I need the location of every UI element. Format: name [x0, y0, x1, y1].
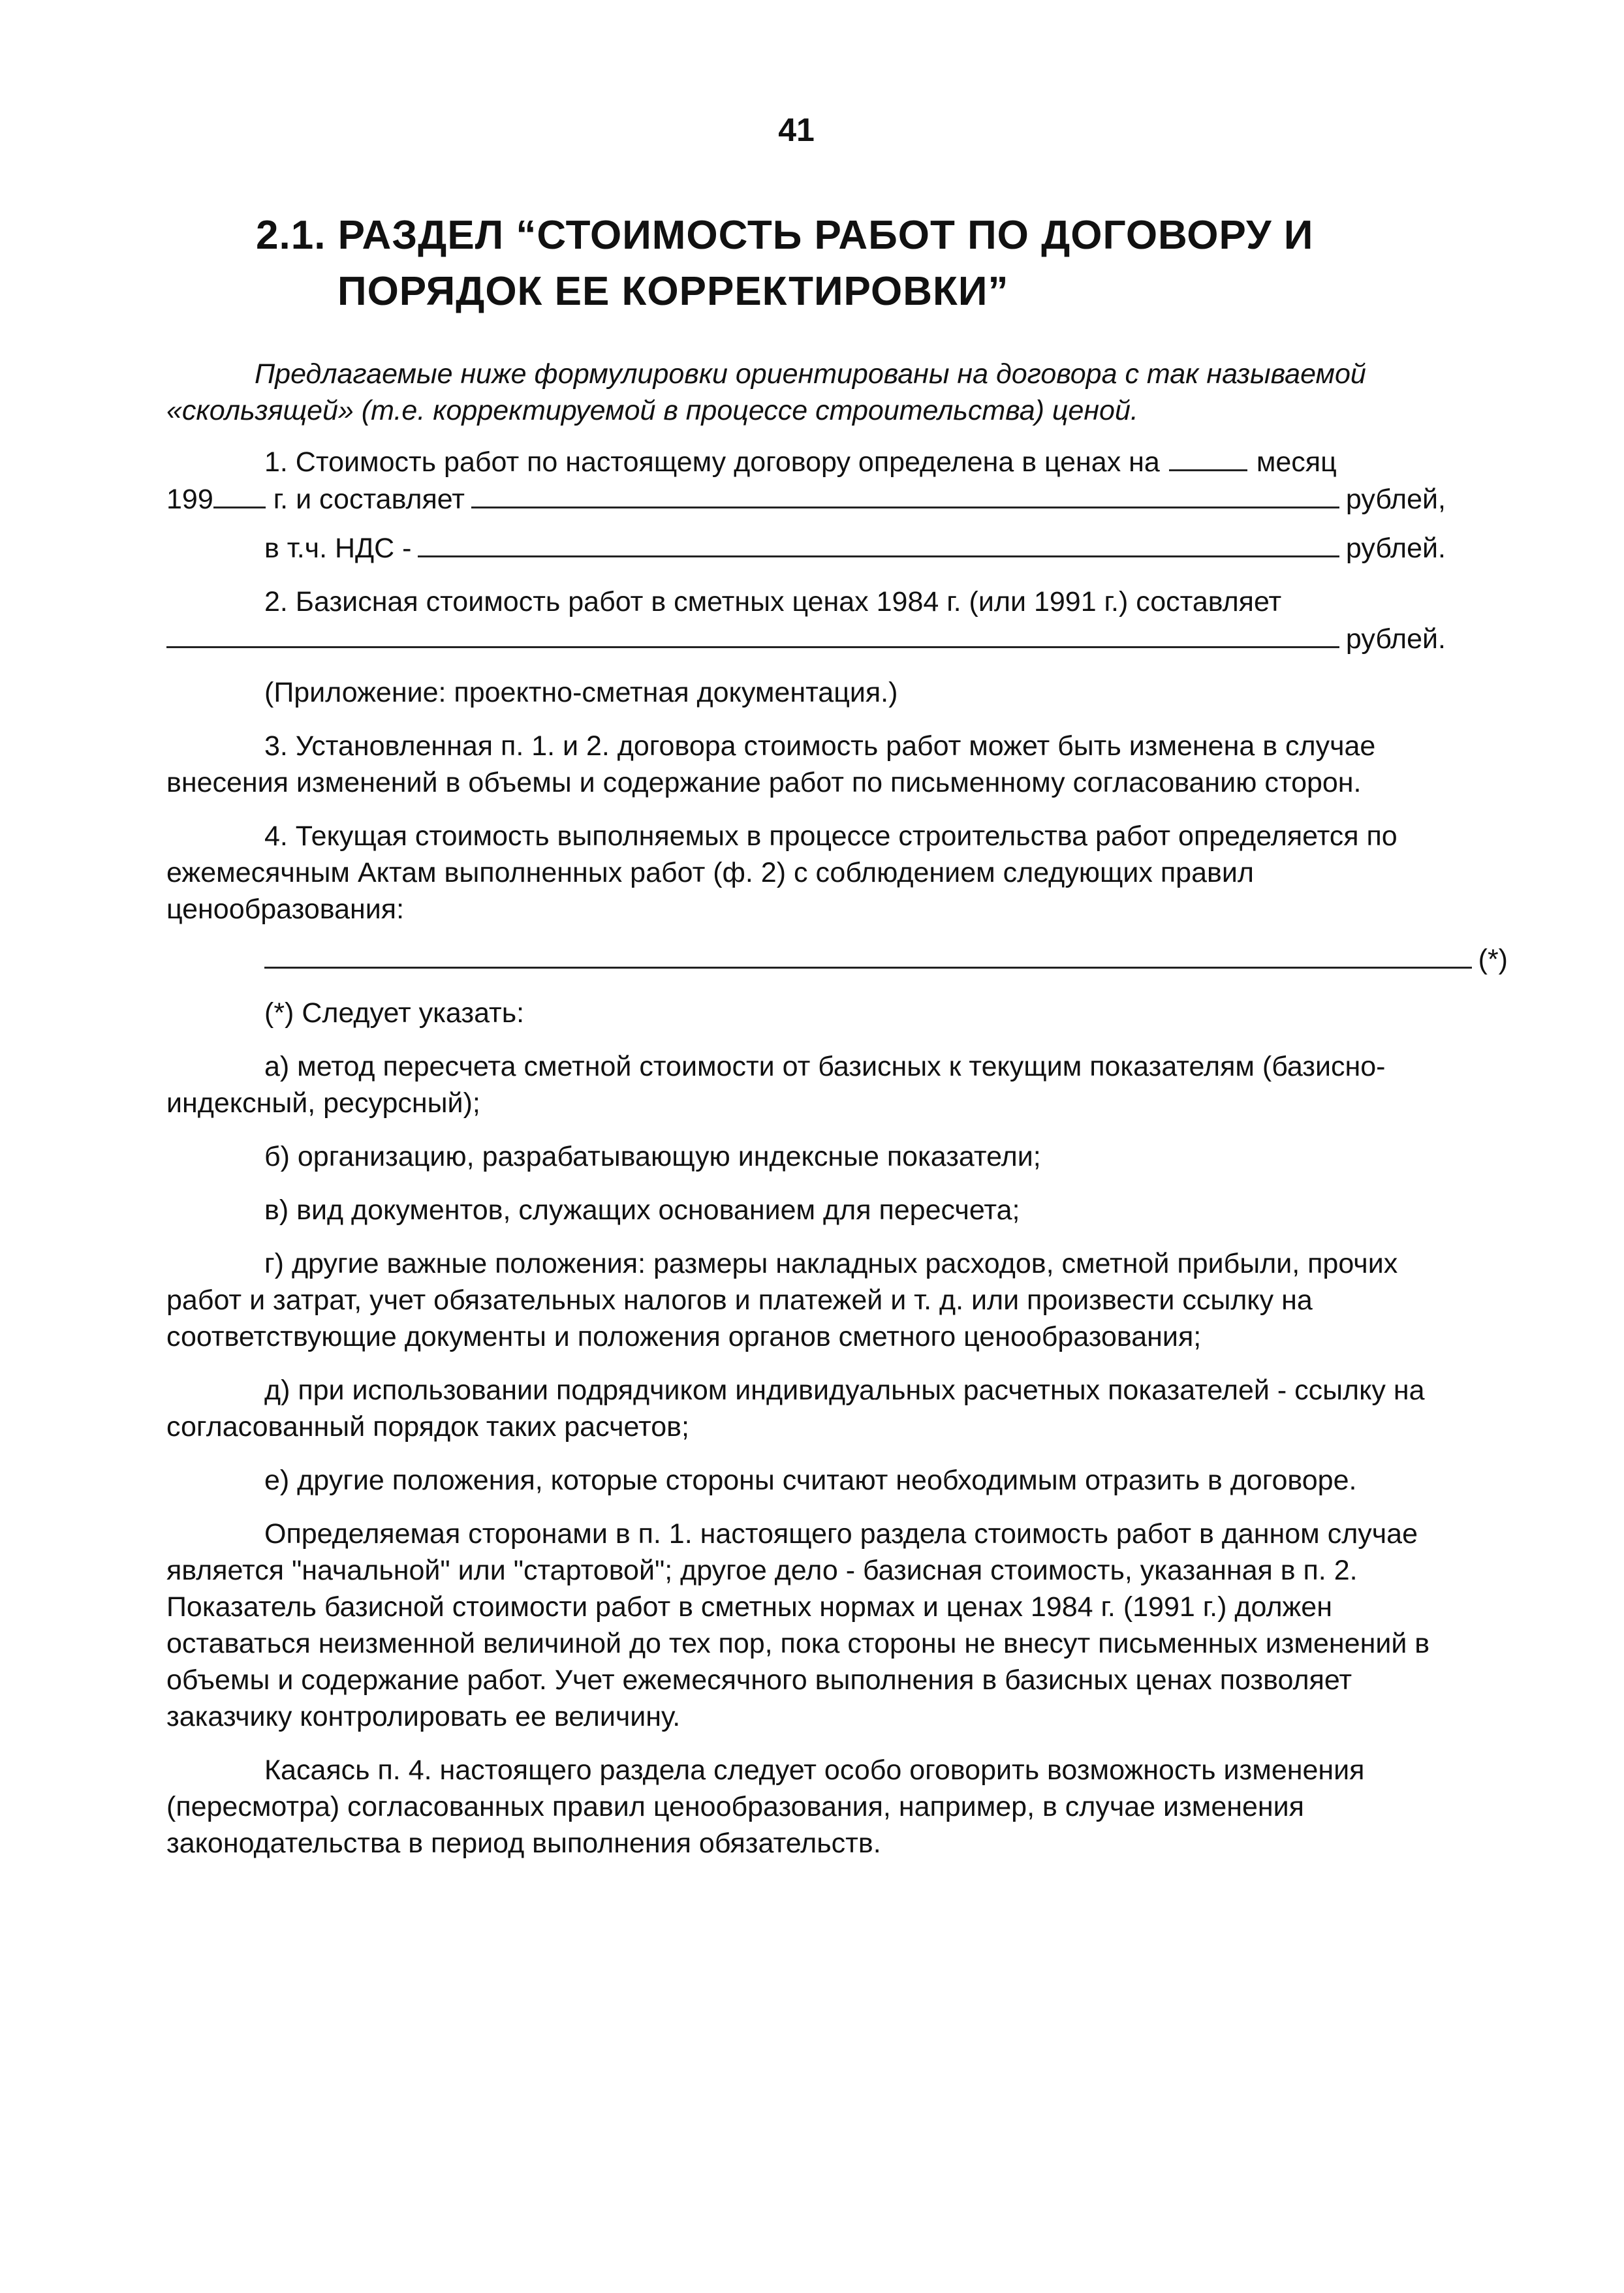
page-number: 41	[778, 112, 815, 148]
rubles-label-1: рублей,	[1345, 484, 1446, 515]
note-a: а) метод пересчета сметной стоимости от базисных к текущим показателям (базисно-индексный, ресурсный);	[166, 1051, 1386, 1119]
note-b: б) организацию, разрабатывающую индексные показатели;	[264, 1141, 1041, 1172]
intro-paragraph: Предлагаемые ниже формулировки ориентированы на договора с так называемой «скользящей» (т.е. корректируемой в процессе строительства) ценой.	[166, 358, 1366, 426]
asterisk-mark: (*)	[1478, 944, 1508, 975]
month-blank	[1169, 443, 1247, 471]
note-g: г) другие важные положения: размеры накладных расходов, сметной прибыли, прочих работ и затрат, учет обязательных налогов и платежей и т. д. или произвести ссылку на соответствующие документы и положения органов сметного ценообразования;	[166, 1248, 1398, 1352]
closing-paragraph-1: Определяемая сторонами в п. 1. настоящего раздела стоимость работ в данном случае является "начальной" или "стартовой"; другое дело - базисная стоимость, указанная в п. 2. Показатель базисной стоимости работ в сметных нормах и ценах 1984 г. (1991 г.) должен оставаться неизменной величиной до тех пор, пока стороны не внесут письменных изменений в объемы и содержание работ. Учет ежемесячного выполнения в базисных ценах позволяет заказчику контролировать ее величину.	[166, 1518, 1430, 1732]
rules-blank	[264, 941, 1472, 969]
section-title-line2: ПОРЯДОК ЕЕ КОРРЕКТИРОВКИ”	[337, 269, 1009, 314]
amount-blank	[471, 480, 1339, 508]
base-cost-blank	[166, 620, 1339, 648]
document-body	[166, 356, 1508, 1862]
item2-text: 2. Базисная стоимость работ в сметных ценах 1984 г. (или 1991 г.) составляет	[264, 586, 1282, 617]
item1-text-a: 1. Стоимость работ по настоящему договору определена в ценах на	[264, 446, 1160, 478]
item1-text-b: г. и составляет	[273, 484, 465, 515]
rules-line	[166, 941, 1508, 978]
month-label: месяц	[1256, 446, 1337, 478]
note-v: в) вид документов, служащих основанием для пересчета;	[264, 1194, 1020, 1226]
year-blank	[213, 480, 266, 508]
item3-paragraph: 3. Установленная п. 1. и 2. договора стоимость работ может быть изменена в случае внесения изменений в объемы и содержание работ по письменному согласованию сторон.	[166, 730, 1376, 798]
note-e: е) другие положения, которые стороны считают необходимым отразить в договоре.	[264, 1465, 1357, 1496]
item1-line1	[166, 443, 1446, 480]
item4-paragraph: 4. Текущая стоимость выполняемых в процессе строительства работ определяется по ежемесячным Актам выполненных работ (ф. 2) с соблюдением следующих правил ценообразования:	[166, 820, 1398, 925]
closing-paragraph-2: Касаясь п. 4. настоящего раздела следует особо оговорить возможность изменения (пересмотра) согласованных правил ценообразования, например, в случае изменения законодательства в период выполнения обязательств.	[166, 1755, 1365, 1859]
note-heading: (*) Следует указать:	[264, 997, 525, 1029]
item1-line2	[166, 480, 1446, 518]
vat-label: в т.ч. НДС -	[264, 533, 412, 564]
vat-blank	[418, 529, 1339, 557]
note-d: д) при использовании подрядчиком индивидуальных расчетных показателей - ссылку на согласованный порядок таких расчетов;	[166, 1375, 1425, 1443]
section-title-line1: 2.1. РАЗДЕЛ “СТОИМОСТЬ РАБОТ ПО ДОГОВОРУ И	[256, 213, 1314, 258]
section-title	[256, 208, 1313, 320]
item2-line2	[166, 620, 1446, 657]
year-prefix: 199	[166, 484, 213, 515]
appendix-note: (Приложение: проектно-сметная документация.)	[264, 677, 898, 708]
vat-line	[166, 529, 1446, 567]
rubles-label-3: рублей.	[1345, 623, 1446, 655]
rubles-label-2: рублей.	[1345, 533, 1446, 564]
